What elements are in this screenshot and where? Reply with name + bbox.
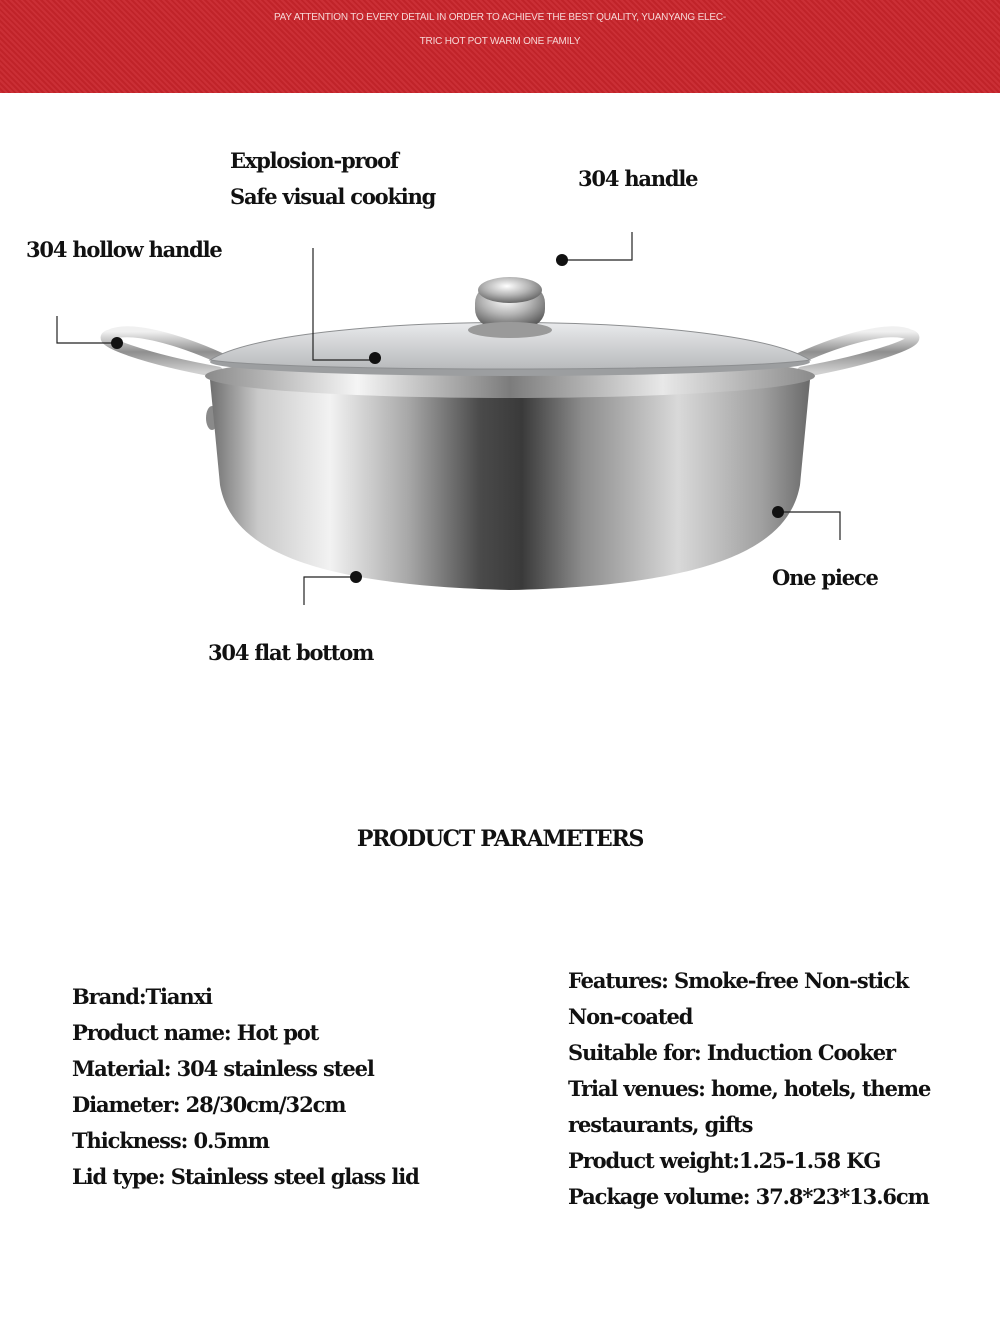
param-diameter: Diameter: 28/30cm/32cm bbox=[72, 1092, 346, 1117]
params-right-column bbox=[568, 963, 930, 1215]
callout-safe-visual-cooking: Safe visual cooking bbox=[230, 184, 436, 209]
param-brand: Brand:Tianxi bbox=[72, 984, 212, 1009]
param-product-name: Product name: Hot pot bbox=[72, 1020, 319, 1045]
param-trial-venues: Trial venues: home, hotels, theme bbox=[568, 1076, 931, 1101]
callout-304-hollow-handle: 304 hollow handle bbox=[26, 237, 222, 262]
param-features: Features: Smoke-free Non-stick bbox=[568, 968, 909, 993]
callout-304-flat-bottom: 304 flat bottom bbox=[208, 640, 374, 665]
banner-line-1: PAY ATTENTION TO EVERY DETAIL IN ORDER TO ACHIEVE THE BEST QUALITY, YUANYANG ELEC- bbox=[273, 12, 727, 23]
param-trial-venues-cont: restaurants, gifts bbox=[568, 1112, 753, 1137]
param-product-weight: Product weight:1.25-1.58 KG bbox=[568, 1148, 881, 1173]
param-package-volume: Package volume: 37.8*23*13.6cm bbox=[568, 1184, 929, 1209]
callout-one-piece: One piece bbox=[772, 565, 878, 590]
param-thickness: Thickness: 0.5mm bbox=[72, 1128, 269, 1153]
param-suitable-for: Suitable for: Induction Cooker bbox=[568, 1040, 896, 1065]
param-material: Material: 304 stainless steel bbox=[72, 1056, 374, 1081]
param-features-cont: Non-coated bbox=[568, 1004, 693, 1029]
banner-line-2: TRIC HOT POT WARM ONE FAMILY bbox=[419, 36, 581, 47]
callout-explosion-proof: Explosion-proof bbox=[230, 148, 398, 173]
param-lid-type: Lid type: Stainless steel glass lid bbox=[72, 1164, 419, 1189]
params-title: PRODUCT PARAMETERS bbox=[356, 826, 644, 852]
callout-304-handle: 304 handle bbox=[578, 166, 698, 191]
params-left-column bbox=[72, 979, 419, 1195]
